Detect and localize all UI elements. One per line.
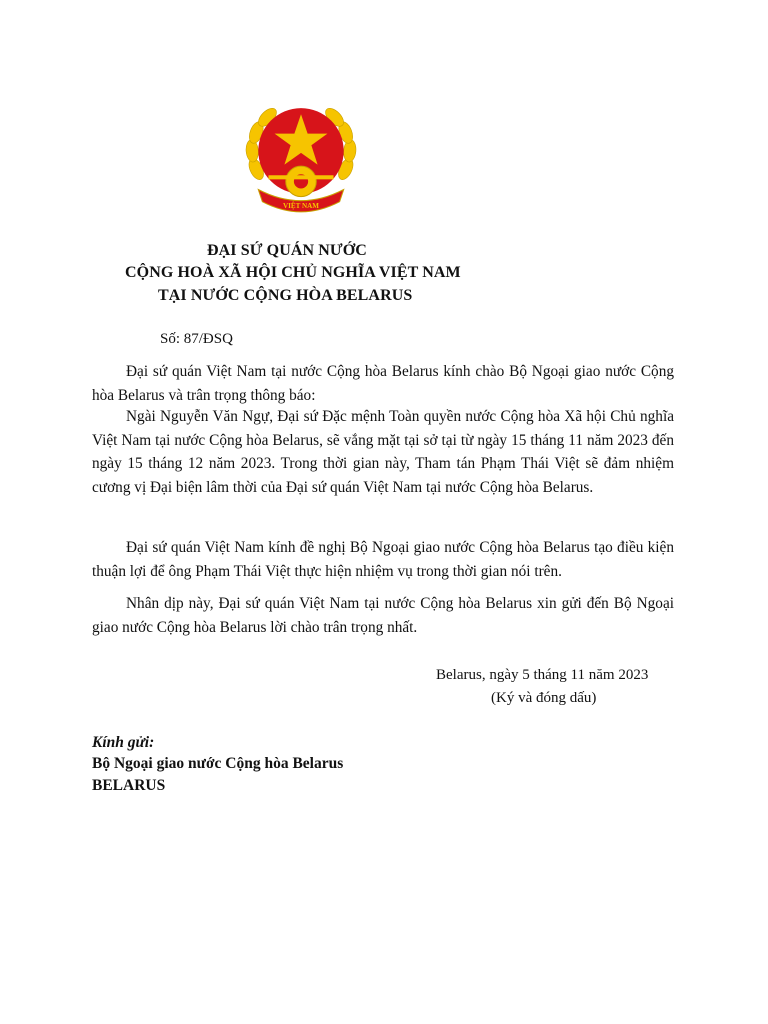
signature-place-date: Belarus, ngày 5 tháng 11 năm 2023 [436, 667, 649, 683]
header-line-country: CỘNG HOÀ XÃ HỘI CHỦ NGHĨA VIỆT NAM [125, 264, 461, 281]
recipient-label: Kính gửi: [92, 734, 155, 751]
vietnam-national-emblem-icon [240, 98, 362, 220]
paragraph-request [92, 536, 674, 583]
header-line-host-country: TẠI NƯỚC CỘNG HÒA BELARUS [158, 287, 413, 304]
document-reference-number: Số: 87/ĐSQ [160, 331, 233, 347]
paragraph-request-text: Đại sứ quán Việt Nam kính đề nghị Bộ Ngoại giao nước Cộng hòa Belarus tạo điều kiện thuận lợi để ông Phạm Thái Việt thực hiện nhiệm vụ trong thời gian nói trên. [92, 539, 674, 580]
paragraph-greeting-text: Đại sứ quán Việt Nam tại nước Cộng hòa Belarus kính chào Bộ Ngoại giao nước Cộng hòa Belarus và trân trọng thông báo: [92, 363, 674, 404]
emblem-banner-text: VIỆT NAM [282, 201, 320, 210]
paragraph-notice [92, 405, 674, 499]
paragraph-greeting [92, 360, 674, 407]
header-line-embassy: ĐẠI SỨ QUÁN NƯỚC [207, 242, 367, 259]
recipient-name: Bộ Ngoại giao nước Cộng hòa Belarus [92, 755, 344, 772]
paragraph-closing-text: Nhân dịp này, Đại sứ quán Việt Nam tại nước Cộng hòa Belarus xin gửi đến Bộ Ngoại giao nước Cộng hòa Belarus lời chào trân trọng nhất. [92, 595, 674, 636]
signature-note: (Ký và đóng dấu) [491, 690, 597, 706]
paragraph-closing [92, 592, 674, 639]
paragraph-notice-text: Ngài Nguyễn Văn Ngự, Đại sứ Đặc mệnh Toàn quyền nước Cộng hòa Xã hội Chủ nghĩa Việt Nam tại nước Cộng hòa Belarus, sẽ vắng mặt tại sở tại từ ngày 15 tháng 11 năm 2023 đến ngày 15 tháng 12 năm 2023. Trong thời gian này, Tham tán Phạm Thái Việt sẽ đảm nhiệm cương vị Đại biện lâm thời của Đại sứ quán Việt Nam tại nước Cộng hòa Belarus. [92, 408, 674, 496]
recipient-country: BELARUS [92, 777, 166, 794]
